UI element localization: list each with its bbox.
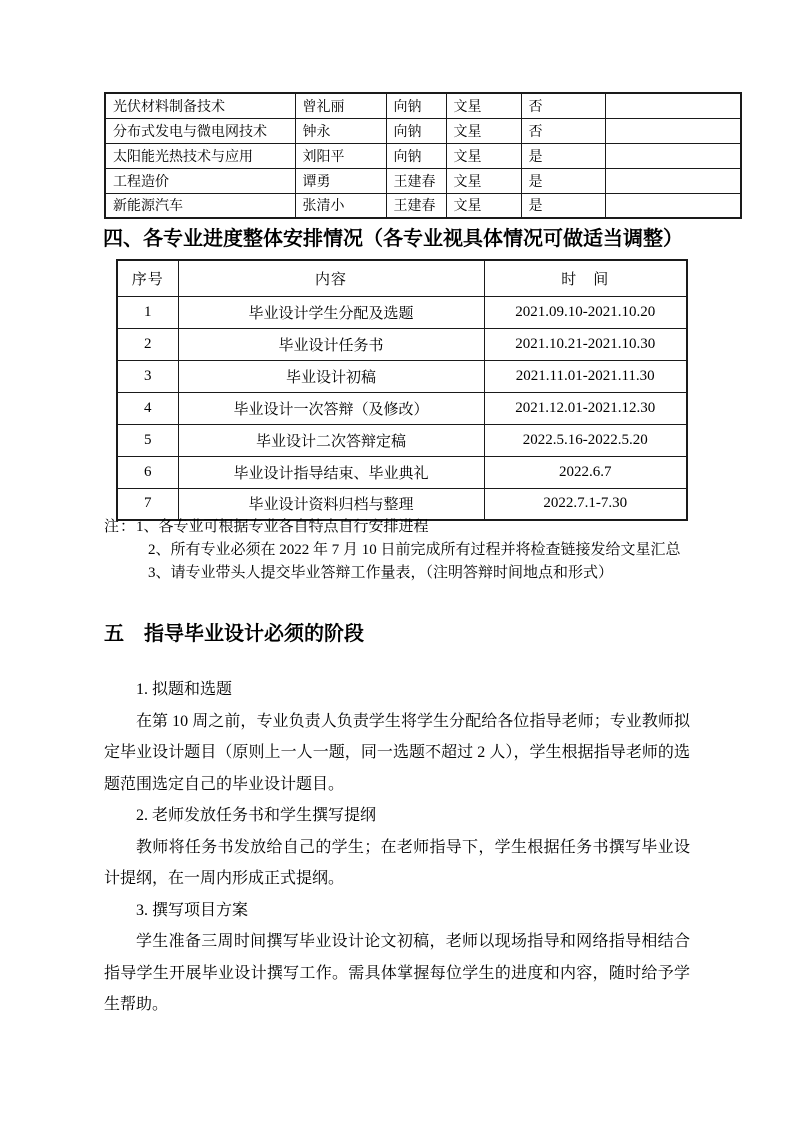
table-cell: 文星 xyxy=(446,118,521,143)
note-text: 2、所有专业必须在 2022 年 7 月 10 日前完成所有过程并将检查链接发给文星汇总 xyxy=(148,542,681,558)
table-cell xyxy=(605,193,741,218)
table-cell: 钟永 xyxy=(295,118,386,143)
column-header-seq: 序号 xyxy=(117,260,178,296)
section5-body xyxy=(104,674,690,1021)
specialty-table xyxy=(104,92,742,219)
table-cell: 毕业设计任务书 xyxy=(178,328,484,360)
table-cell: 曾礼丽 xyxy=(295,93,386,118)
column-header-content: 内容 xyxy=(178,260,484,296)
notes-label: 注： xyxy=(104,519,137,535)
table-cell: 是 xyxy=(521,168,605,193)
note-line xyxy=(104,539,704,562)
table-cell: 2022.7.1-7.30 xyxy=(484,488,687,520)
table-cell: 工程造价 xyxy=(105,168,295,193)
table-cell: 向钠 xyxy=(386,93,446,118)
table-row xyxy=(117,424,687,456)
table-cell xyxy=(605,168,741,193)
table-cell: 5 xyxy=(117,424,178,456)
table-cell: 2021.11.01-2021.11.30 xyxy=(484,360,687,392)
table-cell: 6 xyxy=(117,456,178,488)
table-cell xyxy=(605,143,741,168)
table-cell: 2022.6.7 xyxy=(484,456,687,488)
table-cell: 2 xyxy=(117,328,178,360)
table-cell: 太阳能光热技术与应用 xyxy=(105,143,295,168)
table-cell: 张清小 xyxy=(295,193,386,218)
table-cell: 文星 xyxy=(446,193,521,218)
table-cell: 毕业设计二次答辩定稿 xyxy=(178,424,484,456)
table-cell: 毕业设计指导结束、毕业典礼 xyxy=(178,456,484,488)
table-cell: 文星 xyxy=(446,143,521,168)
note-line xyxy=(104,516,704,539)
table-cell: 2021.10.21-2021.10.30 xyxy=(484,328,687,360)
table-cell: 毕业设计学生分配及选题 xyxy=(178,296,484,328)
table-row xyxy=(117,296,687,328)
list-item: 3. 撰写项目方案 xyxy=(136,901,249,919)
table-cell xyxy=(605,93,741,118)
table-cell: 分布式发电与微电网技术 xyxy=(105,118,295,143)
table-row xyxy=(117,360,687,392)
table-row xyxy=(105,118,741,143)
table-row xyxy=(117,456,687,488)
section5-heading: 五 指导毕业设计必须的阶段 xyxy=(104,623,364,645)
table-row xyxy=(117,392,687,424)
table-row xyxy=(105,143,741,168)
schedule-table-body xyxy=(117,296,687,520)
column-header-time: 时 间 xyxy=(484,260,687,296)
list-item: 2. 老师发放任务书和学生撰写提纲 xyxy=(136,807,377,824)
table-row xyxy=(105,168,741,193)
schedule-table xyxy=(116,259,688,521)
table-cell: 向钠 xyxy=(386,143,446,168)
table-cell: 王建春 xyxy=(386,193,446,218)
table-cell: 毕业设计一次答辩（及修改） xyxy=(178,392,484,424)
table-row xyxy=(105,193,741,218)
table-cell: 2021.09.10-2021.10.20 xyxy=(484,296,687,328)
table-cell: 是 xyxy=(521,193,605,218)
note-text: 3、请专业带头人提交毕业答辩工作量表，（注明答辩时间地点和形式） xyxy=(148,565,614,581)
table-cell: 3 xyxy=(117,360,178,392)
table-cell: 光伏材料制备技术 xyxy=(105,93,295,118)
table-cell: 王建春 xyxy=(386,168,446,193)
table-cell: 毕业设计初稿 xyxy=(178,360,484,392)
note-line xyxy=(104,562,704,585)
table-cell: 2022.5.16-2022.5.20 xyxy=(484,424,687,456)
schedule-header-row xyxy=(117,260,687,296)
table-cell: 否 xyxy=(521,93,605,118)
table-row xyxy=(105,93,741,118)
paragraph: 学生准备三周时间撰写毕业设计论文初稿，老师以现场指导和网络指导相结合指导学生开展毕业设计撰写工作。需具体掌握每位学生的进度和内容，随时给予学生帮助。 xyxy=(104,933,690,1013)
table-row xyxy=(117,328,687,360)
paragraph: 在第 10 周之前，专业负责人负责学生将学生分配给各位指导老师；专业教师拟定毕业设计题目（原则上一人一题，同一选题不超过 2 人），学生根据指导老师的选题范围选定自己的毕业设计题目。 xyxy=(104,712,690,793)
table-cell xyxy=(605,118,741,143)
table-cell: 刘阳平 xyxy=(295,143,386,168)
table-cell: 7 xyxy=(117,488,178,520)
table-cell: 新能源汽车 xyxy=(105,193,295,218)
table-cell: 文星 xyxy=(446,168,521,193)
table-cell: 是 xyxy=(521,143,605,168)
table-cell: 1 xyxy=(117,296,178,328)
paragraph: 教师将任务书发放给自己的学生；在老师指导下，学生根据任务书撰写毕业设计提纲，在一周内形成正式提纲。 xyxy=(104,838,690,887)
notes-block xyxy=(104,516,704,585)
specialty-table-body xyxy=(105,93,741,218)
list-item: 1. 拟题和选题 xyxy=(136,681,233,698)
table-cell: 否 xyxy=(521,118,605,143)
table-cell: 文星 xyxy=(446,93,521,118)
table-cell: 向钠 xyxy=(386,118,446,143)
note-text: 1、各专业可根据专业各自特点自行安排进程 xyxy=(136,519,429,535)
table-cell: 谭勇 xyxy=(295,168,386,193)
table-cell: 毕业设计资料归档与整理 xyxy=(178,488,484,520)
table-cell: 2021.12.01-2021.12.30 xyxy=(484,392,687,424)
table-cell: 4 xyxy=(117,392,178,424)
section4-heading: 四、各专业进度整体安排情况（各专业视具体情况可做适当调整） xyxy=(103,228,683,250)
